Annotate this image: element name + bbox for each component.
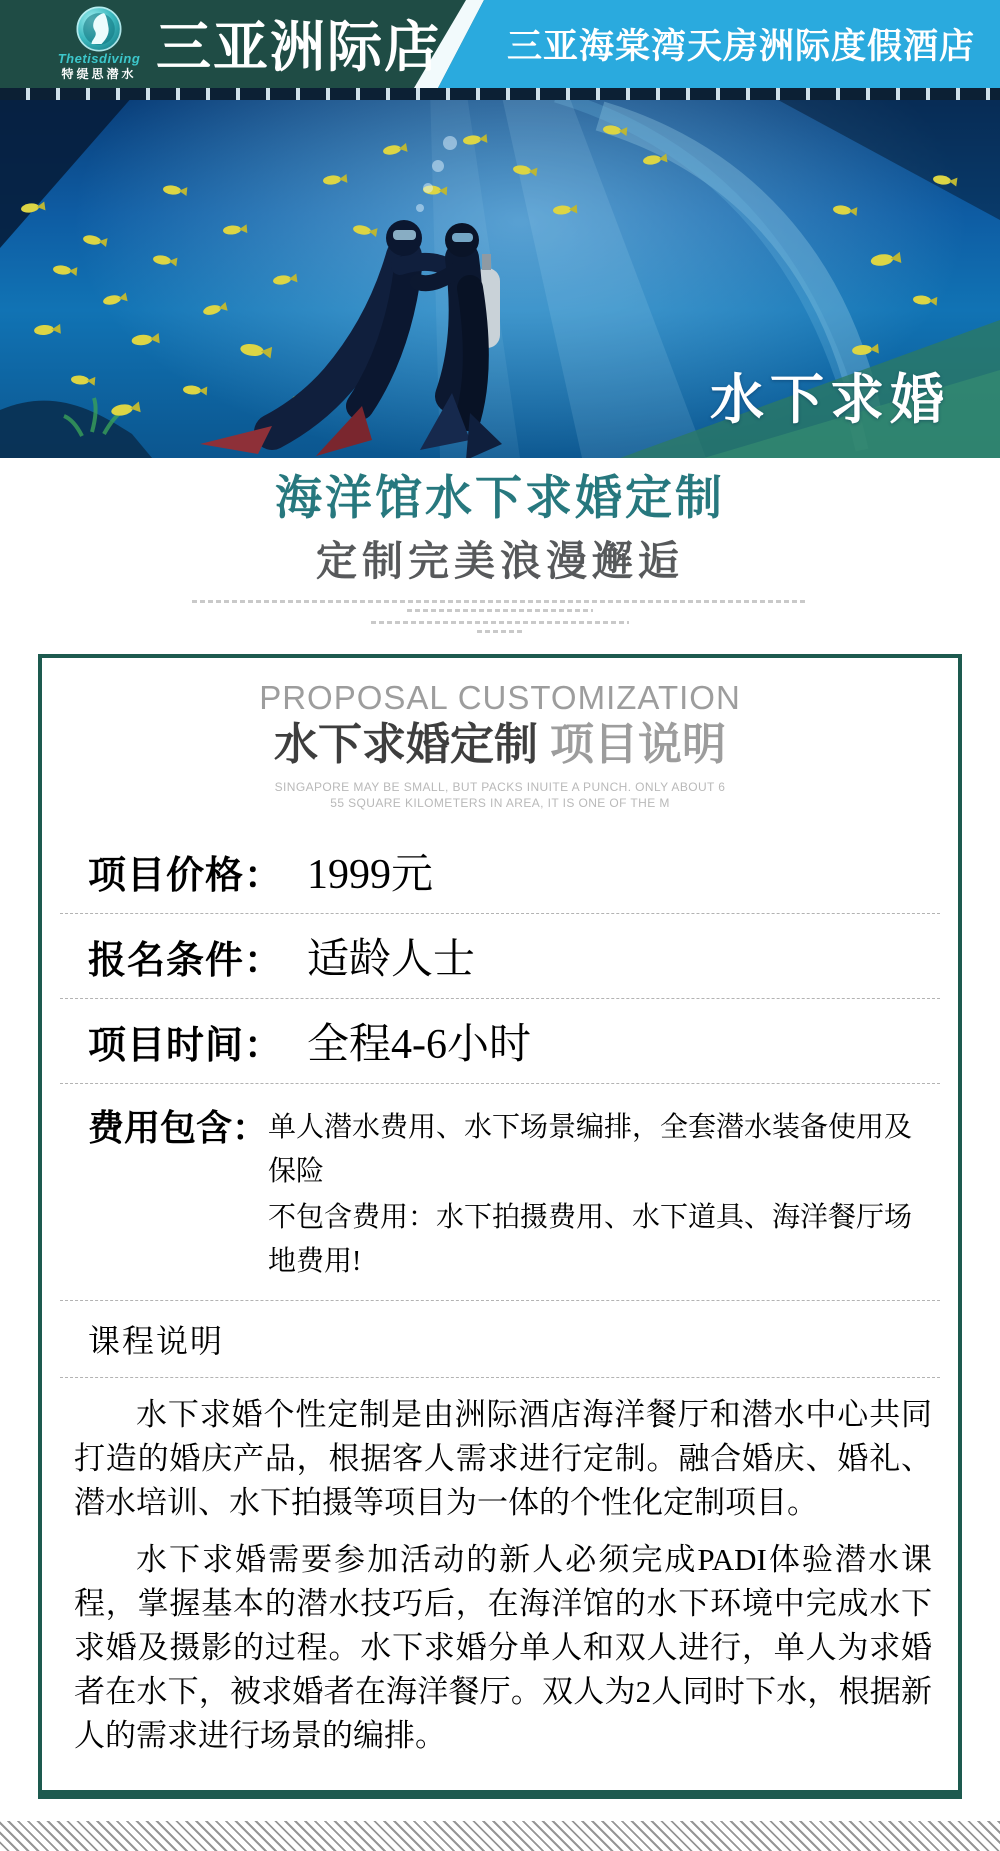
panel-eyebrow: PROPOSAL CUSTOMIZATION	[259, 679, 741, 717]
course-section-title: 课程说明	[88, 1322, 225, 1359]
aquarium-ceiling-strip	[0, 88, 1000, 100]
page-subtitle: 定制完美浪漫邂逅	[316, 538, 684, 585]
dive-mask	[393, 230, 416, 240]
panel-fineprint	[42, 779, 958, 811]
course-paragraph-2: 水下求婚需要参加活动的新人必须完成PADI体验潜水课程，掌握基本的潜水技巧后，在海洋馆的水下环境中完成水下求婚及摄影的过程。水下求婚分单人和双人进行，单人为求婚者在水下，被求婚者在海洋餐厅。双人为2人同时下水，根据新人的需求进行场景的编排。	[74, 1541, 932, 1753]
fineprint-line	[371, 621, 629, 624]
fineprint-line	[477, 630, 523, 633]
intro-section	[0, 458, 1000, 633]
requirement-label: 报名条件：	[88, 939, 284, 982]
dive-mask	[452, 233, 473, 242]
requirement-value: 适龄人士	[307, 936, 476, 983]
panel-title	[42, 721, 958, 769]
price-label: 项目价格：	[88, 854, 284, 897]
store-name: 三亚洲际店	[156, 15, 442, 78]
panel-fineprint-line1: SINGAPORE MAY BE SMALL, BUT PACKS INUITE A PUNCH. ONLY ABOUT 6	[274, 779, 726, 794]
footer-hatch-stripes	[0, 1821, 1000, 1851]
fineprint-line	[407, 609, 593, 612]
hero-image	[0, 88, 1000, 458]
diver-profile-logo-icon	[74, 4, 124, 54]
duration-value: 全程4-6小时	[307, 1021, 532, 1068]
panel-title-primary: 水下求婚定制	[274, 720, 538, 770]
duration-label: 项目时间：	[88, 1024, 284, 1067]
decorative-fineprint-lines	[0, 600, 1000, 633]
fees-details	[268, 1098, 938, 1284]
fineprint-line	[192, 600, 808, 603]
fees-label: 费用包含：	[88, 1107, 269, 1148]
header-bar	[0, 0, 1000, 88]
thetisdiving-logo	[36, 3, 162, 80]
info-row-price	[42, 829, 958, 913]
page-title: 海洋馆水下求婚定制	[275, 471, 725, 524]
info-row-requirement	[42, 914, 958, 998]
logo-brand-text: Thetisdiving	[57, 51, 141, 66]
course-description	[42, 1378, 958, 1790]
details-panel	[38, 654, 962, 1799]
fees-included-line: 单人潜水费用、水下场景编排，全套潜水装备使用及保险	[268, 1111, 913, 1187]
panel-header	[42, 658, 958, 811]
course-paragraph-1: 水下求婚个性定制是由洲际酒店海洋餐厅和潜水中心共同打造的婚庆产品，根据客人需求进行定制。融合婚庆、婚礼、潜水培训、水下拍摄等项目为一体的个性化定制项目。	[74, 1396, 932, 1520]
hero-caption: 水下求婚	[710, 370, 950, 430]
logo-brand-cn-text: 特缇思潜水	[61, 67, 137, 81]
price-value: 1999元	[307, 851, 434, 898]
panel-fineprint-line2: 55 SQUARE KILOMETERS IN AREA, IT IS ONE OF THE M	[330, 795, 670, 810]
panel-title-secondary: 项目说明	[550, 720, 726, 770]
info-rows	[42, 829, 958, 1790]
info-row-fees	[42, 1084, 958, 1300]
hotel-name: 三亚海棠湾天房洲际度假酒店	[506, 27, 975, 66]
fees-excluded-line: 不包含费用：水下拍摄费用、水下道具、海洋餐厅场地费用!	[268, 1201, 913, 1277]
red-fin	[200, 426, 272, 454]
info-row-duration	[42, 999, 958, 1083]
